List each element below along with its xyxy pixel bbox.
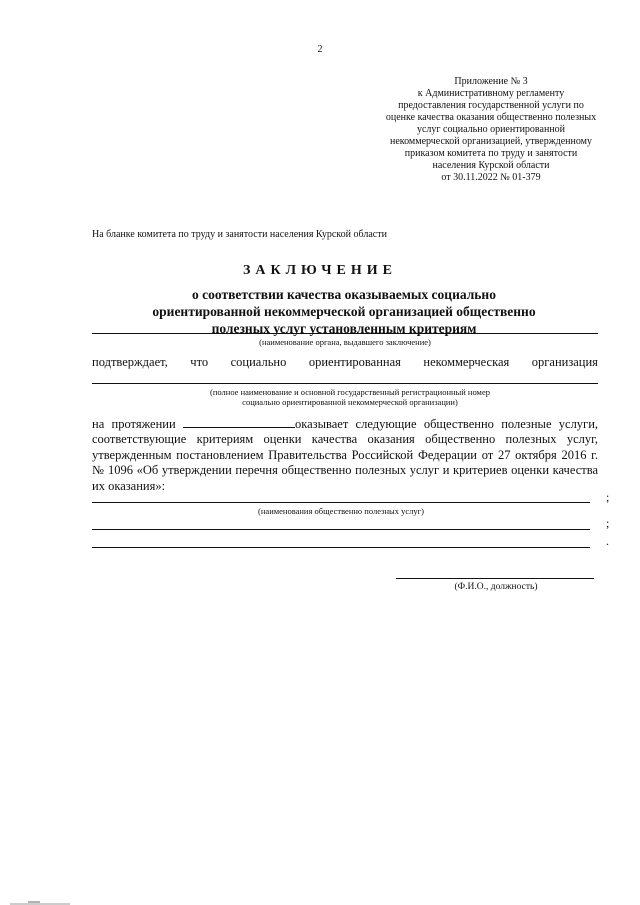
confirm-word: социально bbox=[230, 355, 287, 369]
subtitle-line: полезных услуг установленным критериям bbox=[211, 321, 477, 336]
period-prefix: на протяжении bbox=[92, 417, 176, 431]
confirmation-row bbox=[92, 355, 598, 370]
line-end-mark: . bbox=[606, 534, 609, 548]
confirm-word: организация bbox=[531, 355, 598, 369]
appendix-line: от 30.11.2022 № 01-379 bbox=[441, 172, 541, 183]
appendix-line: приказом комитета по труду и занятости bbox=[404, 148, 578, 159]
appendix-line: некоммерческой организацией, утвержденному bbox=[389, 136, 593, 147]
appendix-line: услуг социально ориентированной bbox=[416, 124, 566, 135]
confirm-word: некоммерческая bbox=[423, 355, 510, 369]
services-line-1 bbox=[92, 502, 590, 503]
letterhead-note: На бланке комитета по труду и занятости населения Курской области bbox=[92, 229, 387, 240]
caption-line: социально ориентированной некоммерческой организации) bbox=[242, 397, 458, 407]
confirm-word: что bbox=[190, 355, 209, 369]
services-line-2 bbox=[92, 529, 590, 530]
appendix-line: предоставления государственной услуги по bbox=[398, 100, 584, 111]
document-subtitle bbox=[140, 286, 548, 337]
subtitle-line: о соответствии качества оказываемых социально bbox=[192, 287, 496, 302]
body-paragraph bbox=[92, 416, 598, 494]
appendix-line: населения Курской области bbox=[432, 160, 550, 171]
scan-edge-mark bbox=[10, 899, 70, 905]
appendix-line: к Административному регламенту bbox=[417, 88, 565, 99]
page-number: 2 bbox=[317, 44, 323, 55]
subtitle-line: ориентированной некоммерческой организацией общественно bbox=[152, 304, 536, 319]
caption-line: (полное наименование и основной государственный регистрационный номер bbox=[210, 387, 490, 397]
appendix-block bbox=[370, 76, 612, 184]
organization-name-line bbox=[92, 383, 598, 384]
confirm-word: ориентированная bbox=[308, 355, 401, 369]
line-end-mark: ; bbox=[606, 490, 610, 504]
signature-caption: (Ф.И.О., должность) bbox=[454, 582, 538, 592]
services-caption: (наименования общественно полезных услуг) bbox=[258, 506, 424, 516]
issuing-body-caption: (наименование органа, выдавшего заключение) bbox=[259, 337, 431, 347]
period-blank-field bbox=[183, 416, 295, 428]
body-text: оказывает следующие общественно полезные услуги, соответствующие критериям оценки качества оказания общественно полезных услуг, утвержденным постановлением Правительства Российской Федерации от 27 октября 2016 г. № 1096 «Об утверждении перечня общественно полезных услуг и критериев оценки качества их оказания»: bbox=[92, 417, 599, 493]
document-title: ЗАКЛЮЧЕНИЕ bbox=[242, 263, 398, 278]
signature-line bbox=[396, 578, 594, 579]
services-line-3 bbox=[92, 547, 590, 548]
issuing-body-line bbox=[92, 333, 598, 334]
appendix-line: Приложение № 3 bbox=[454, 76, 528, 87]
organization-name-caption bbox=[150, 387, 550, 407]
line-end-mark: ; bbox=[606, 516, 610, 530]
appendix-line: оценке качества оказания общественно полезных bbox=[385, 112, 597, 123]
confirm-word: подтверждает, bbox=[92, 355, 168, 369]
